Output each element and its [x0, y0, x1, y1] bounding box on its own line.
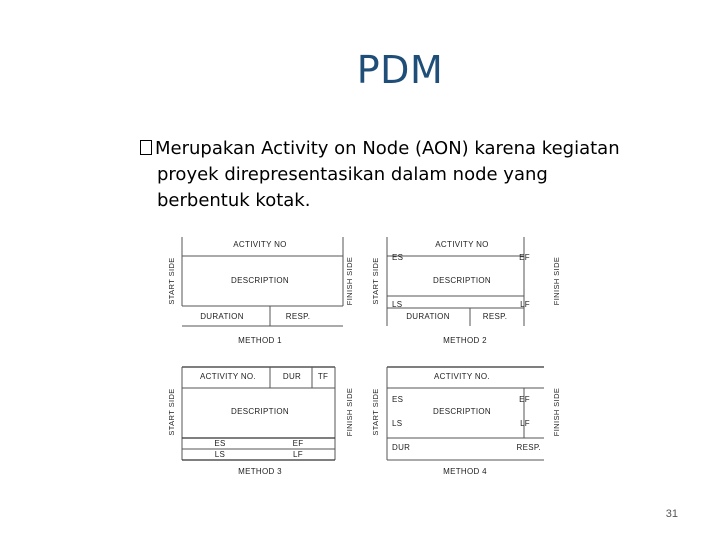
method-4-start-side: START SIDE [371, 388, 380, 436]
method-3-description: DESCRIPTION [231, 407, 289, 416]
method-1-duration: DURATION [200, 312, 244, 321]
bullet-line-3: berbentuk kotak. [157, 190, 311, 211]
bullet-text [140, 136, 680, 214]
method-3-finish-side: FINISH SIDE [345, 387, 354, 437]
method-3-node [167, 367, 354, 476]
method-4-activity-no: ACTIVITY NO. [434, 372, 490, 381]
method-3-lf: LF [293, 450, 303, 459]
method-2-description: DESCRIPTION [433, 276, 491, 285]
method-2-es: ES [392, 253, 404, 262]
method-1-description: DESCRIPTION [231, 276, 289, 285]
method-1-activity-no: ACTIVITY NO [233, 240, 287, 249]
method-2-ef: EF [519, 253, 530, 262]
method-4-finish-side: FINISH SIDE [552, 387, 561, 437]
method-3-caption: METHOD 3 [238, 467, 282, 476]
method-2-resp: RESP. [482, 312, 508, 321]
method-1-caption: METHOD 1 [238, 336, 282, 345]
method-2-caption: METHOD 2 [443, 336, 487, 345]
method-2-start-side: START SIDE [371, 257, 380, 305]
bullet-line-1: Merupakan Activity on Node (AON) karena kegiatan [155, 138, 620, 159]
bullet-box-icon [140, 140, 152, 155]
method-4-ls: LS [392, 419, 403, 428]
bullet-line-2: proyek direpresentasikan dalam node yang [157, 164, 548, 185]
method-1-resp: RESP. [285, 312, 311, 321]
method-2-ls: LS [392, 300, 403, 309]
method-4-ef: EF [519, 395, 530, 404]
method-4-resp: RESP. [516, 443, 541, 452]
method-3-ls: LS [214, 450, 226, 459]
method-4-dur: DUR [392, 443, 411, 452]
pdm-node-methods-diagram [160, 228, 570, 483]
method-3-activity-no: ACTIVITY NO. [200, 372, 256, 381]
method-4-caption: METHOD 4 [443, 467, 487, 476]
method-1-start-side: START SIDE [167, 257, 176, 305]
method-1-node [167, 237, 354, 345]
method-3-es: ES [214, 439, 226, 448]
page-number: 31 [665, 508, 678, 520]
method-4-lf: LF [520, 419, 530, 428]
method-2-node [371, 237, 561, 345]
method-2-lf: LF [520, 300, 530, 309]
method-2-finish-side: FINISH SIDE [552, 256, 561, 306]
method-3-start-side: START SIDE [167, 388, 176, 436]
method-4-es: ES [392, 395, 404, 404]
method-1-finish-side: FINISH SIDE [345, 256, 354, 306]
method-3-dur: DUR [282, 372, 302, 381]
method-2-activity-no: ACTIVITY NO [435, 240, 489, 249]
slide-title: PDM [356, 48, 444, 92]
method-3-ef: EF [292, 439, 304, 448]
method-2-duration: DURATION [406, 312, 450, 321]
method-4-node [371, 367, 561, 476]
method-3-tf: TF [317, 372, 329, 381]
method-4-description: DESCRIPTION [433, 407, 491, 416]
